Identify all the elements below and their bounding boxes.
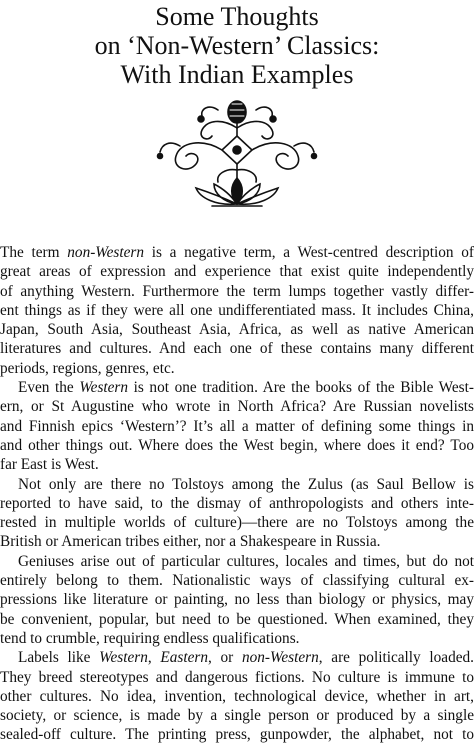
text-line: far East is West. [0, 456, 99, 474]
text-line: ent things as if they were all one undifferentiated mass. It includes China, [0, 301, 474, 319]
text-line: ern, or St Augustine who wrote in North Africa? Are Russian novelists [0, 398, 474, 416]
text-line: be convenient, popular, but need to be questioned. When examined, they [0, 610, 474, 628]
text-line: and Finnish epics ‘Western’? It’s all a matter of defining some things in [0, 417, 474, 435]
text-line: British or American tribes either, nor a Shakespeare in Russia. [0, 533, 381, 551]
text-line: Labels like Western, Eastern, or non-Western, are politically loaded. [18, 649, 474, 667]
floral-lotus-ornament-icon [152, 98, 322, 208]
text-line: reported to have said, to the dismay of anthropologists and others inte- [0, 494, 474, 512]
body-text [0, 243, 474, 745]
paragraph [0, 475, 474, 552]
text-line: tend to crumble, requiring endless qualifications. [0, 629, 300, 647]
chapter-title-line: on ‘Non-Western’ Classics: [94, 31, 380, 60]
text-line: and other things out. Where does the West begin, where does it end? Too [0, 436, 474, 454]
text-line: Even the Western is not one tradition. Are the books of the Bible West- [18, 379, 474, 397]
text-line: Not only are there no Tolstoys among the Zulus (as Saul Bellow is [18, 475, 474, 493]
chapter-title-line: Some Thoughts [155, 2, 319, 31]
text-line: periods, regions, genres, etc. [0, 359, 175, 377]
chapter-title-line: With Indian Examples [120, 60, 354, 89]
text-line: The term non-Western is a negative term, a West-centred description of [0, 244, 474, 261]
text-line: They breed stereotypes and dangerous fictions. No culture is immune to [0, 668, 474, 686]
chapter-title [0, 2, 474, 89]
text-line: other cultures. No idea, invention, technological device, whether in art, [0, 687, 474, 705]
italic-term: Western [79, 379, 129, 397]
text-line: literatures and cultures. And each one of these contains many different [0, 340, 474, 358]
text-line: sealed-off culture. The printing press, gunpowder, the alphabet, not to [0, 726, 474, 744]
italic-term: non-Western [241, 649, 319, 667]
paragraph [0, 378, 474, 474]
text-line: Japan, South Asia, Southeast Asia, Africa, as well as native American [0, 321, 474, 339]
paragraph [0, 552, 474, 648]
text-line: great areas of expression and experience that exist quite independently [0, 263, 474, 281]
text-line: entirely belong to them. Nationalistic ways of classifying cultural ex- [0, 572, 474, 590]
text-line: society, or science, is made by a single person or produced by a single [0, 707, 474, 725]
text-line: of anything Western. Furthermore the term lumps together vastly differ- [0, 282, 474, 300]
italic-term: Eastern [160, 649, 208, 667]
italic-term: Western [99, 649, 148, 667]
italic-term: non-Western [67, 244, 145, 261]
paragraph [0, 243, 474, 378]
paragraph [0, 648, 474, 744]
text-line: pressions like literature or painting, no less than biology or physics, may [0, 591, 474, 609]
text-line: rested in multiple worlds of culture)—there are no Tolstoys among the [0, 514, 474, 532]
text-line: Geniuses arise out of particular cultures, locales and times, but do not [18, 552, 474, 570]
